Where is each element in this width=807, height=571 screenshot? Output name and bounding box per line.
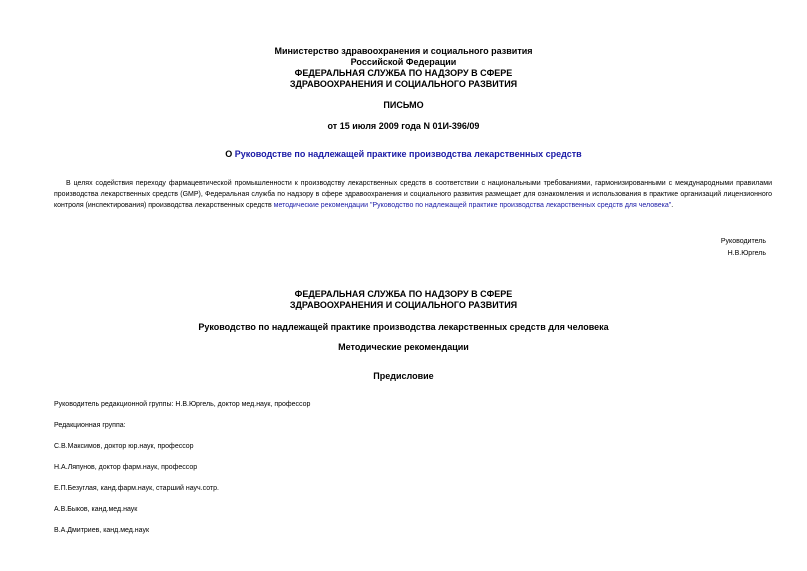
editorial-member: В.А.Дмитриев, канд.мед.наук [54,527,150,534]
agency-title-line2: ЗДРАВООХРАНЕНИЯ И СОЦИАЛЬНОГО РАЗВИТИЯ [289,300,518,310]
ministry-name: Министерство здравоохранения и социального развития [274,46,533,56]
editorial-group-label: Редакционная группа: [54,422,126,429]
agency-name-line1: ФЕДЕРАЛЬНАЯ СЛУЖБА ПО НАДЗОРУ В СФЕРЕ [294,68,513,78]
preface-heading: Предисловие [373,371,434,381]
guidelines-link[interactable]: методические рекомендации "Руководство по надлежащей практике производства лекарственных средств для человека" [273,202,672,209]
editorial-member: Н.А.Ляпунов, доктор фарм.наук, профессор [54,464,198,471]
agency-title [0,289,807,311]
subject-link[interactable]: Руководстве по надлежащей практике производства лекарственных средств [234,149,582,159]
body-end: . [671,202,674,209]
editorial-head: Руководитель редакционной группы: Н.В.Юргель, доктор мед.наук, профессор [54,401,311,408]
signature-position: Руководитель [720,238,766,245]
subject-prefix: О [225,149,235,159]
guide-subtitle: Методические рекомендации [338,342,469,352]
editorial-member: Е.П.Безуглая, канд.фарм.наук, старший науч.сотр. [54,485,219,492]
editorial-member: А.В.Быков, канд.мед.наук [54,506,138,513]
guide-title: Руководство по надлежащей практике производства лекарственных средств для человека [198,322,609,332]
agency-title-line1: ФЕДЕРАЛЬНАЯ СЛУЖБА ПО НАДЗОРУ В СФЕРЕ [294,289,513,299]
letter-body [54,178,772,211]
signature-name: Н.В.Юргель [727,250,766,257]
letter-date: от 15 июля 2009 года N 01И-396/09 [327,121,480,131]
letter-subject [0,149,807,159]
ministry-header [0,46,807,90]
letter-type: ПИСЬМО [383,100,424,110]
agency-name-line2: ЗДРАВООХРАНЕНИЯ И СОЦИАЛЬНОГО РАЗВИТИЯ [289,79,518,89]
country-name: Российской Федерации [350,57,457,67]
editorial-member: С.В.Максимов, доктор юр.наук, профессор [54,443,194,450]
body-text: В целях содействия переходу фармацевтической промышленности к производству лекарственных средств в соответствии с национальными требованиями, гармонизированными с международными правилами производства лекарственных средств (GMP), Федеральная служба по надзору в сфере здравоохранения и социального развития размещает для ознакомления и использования в практике организаций лицензионного контроля (инспектирования) производства лекарственных средств [54,180,772,209]
